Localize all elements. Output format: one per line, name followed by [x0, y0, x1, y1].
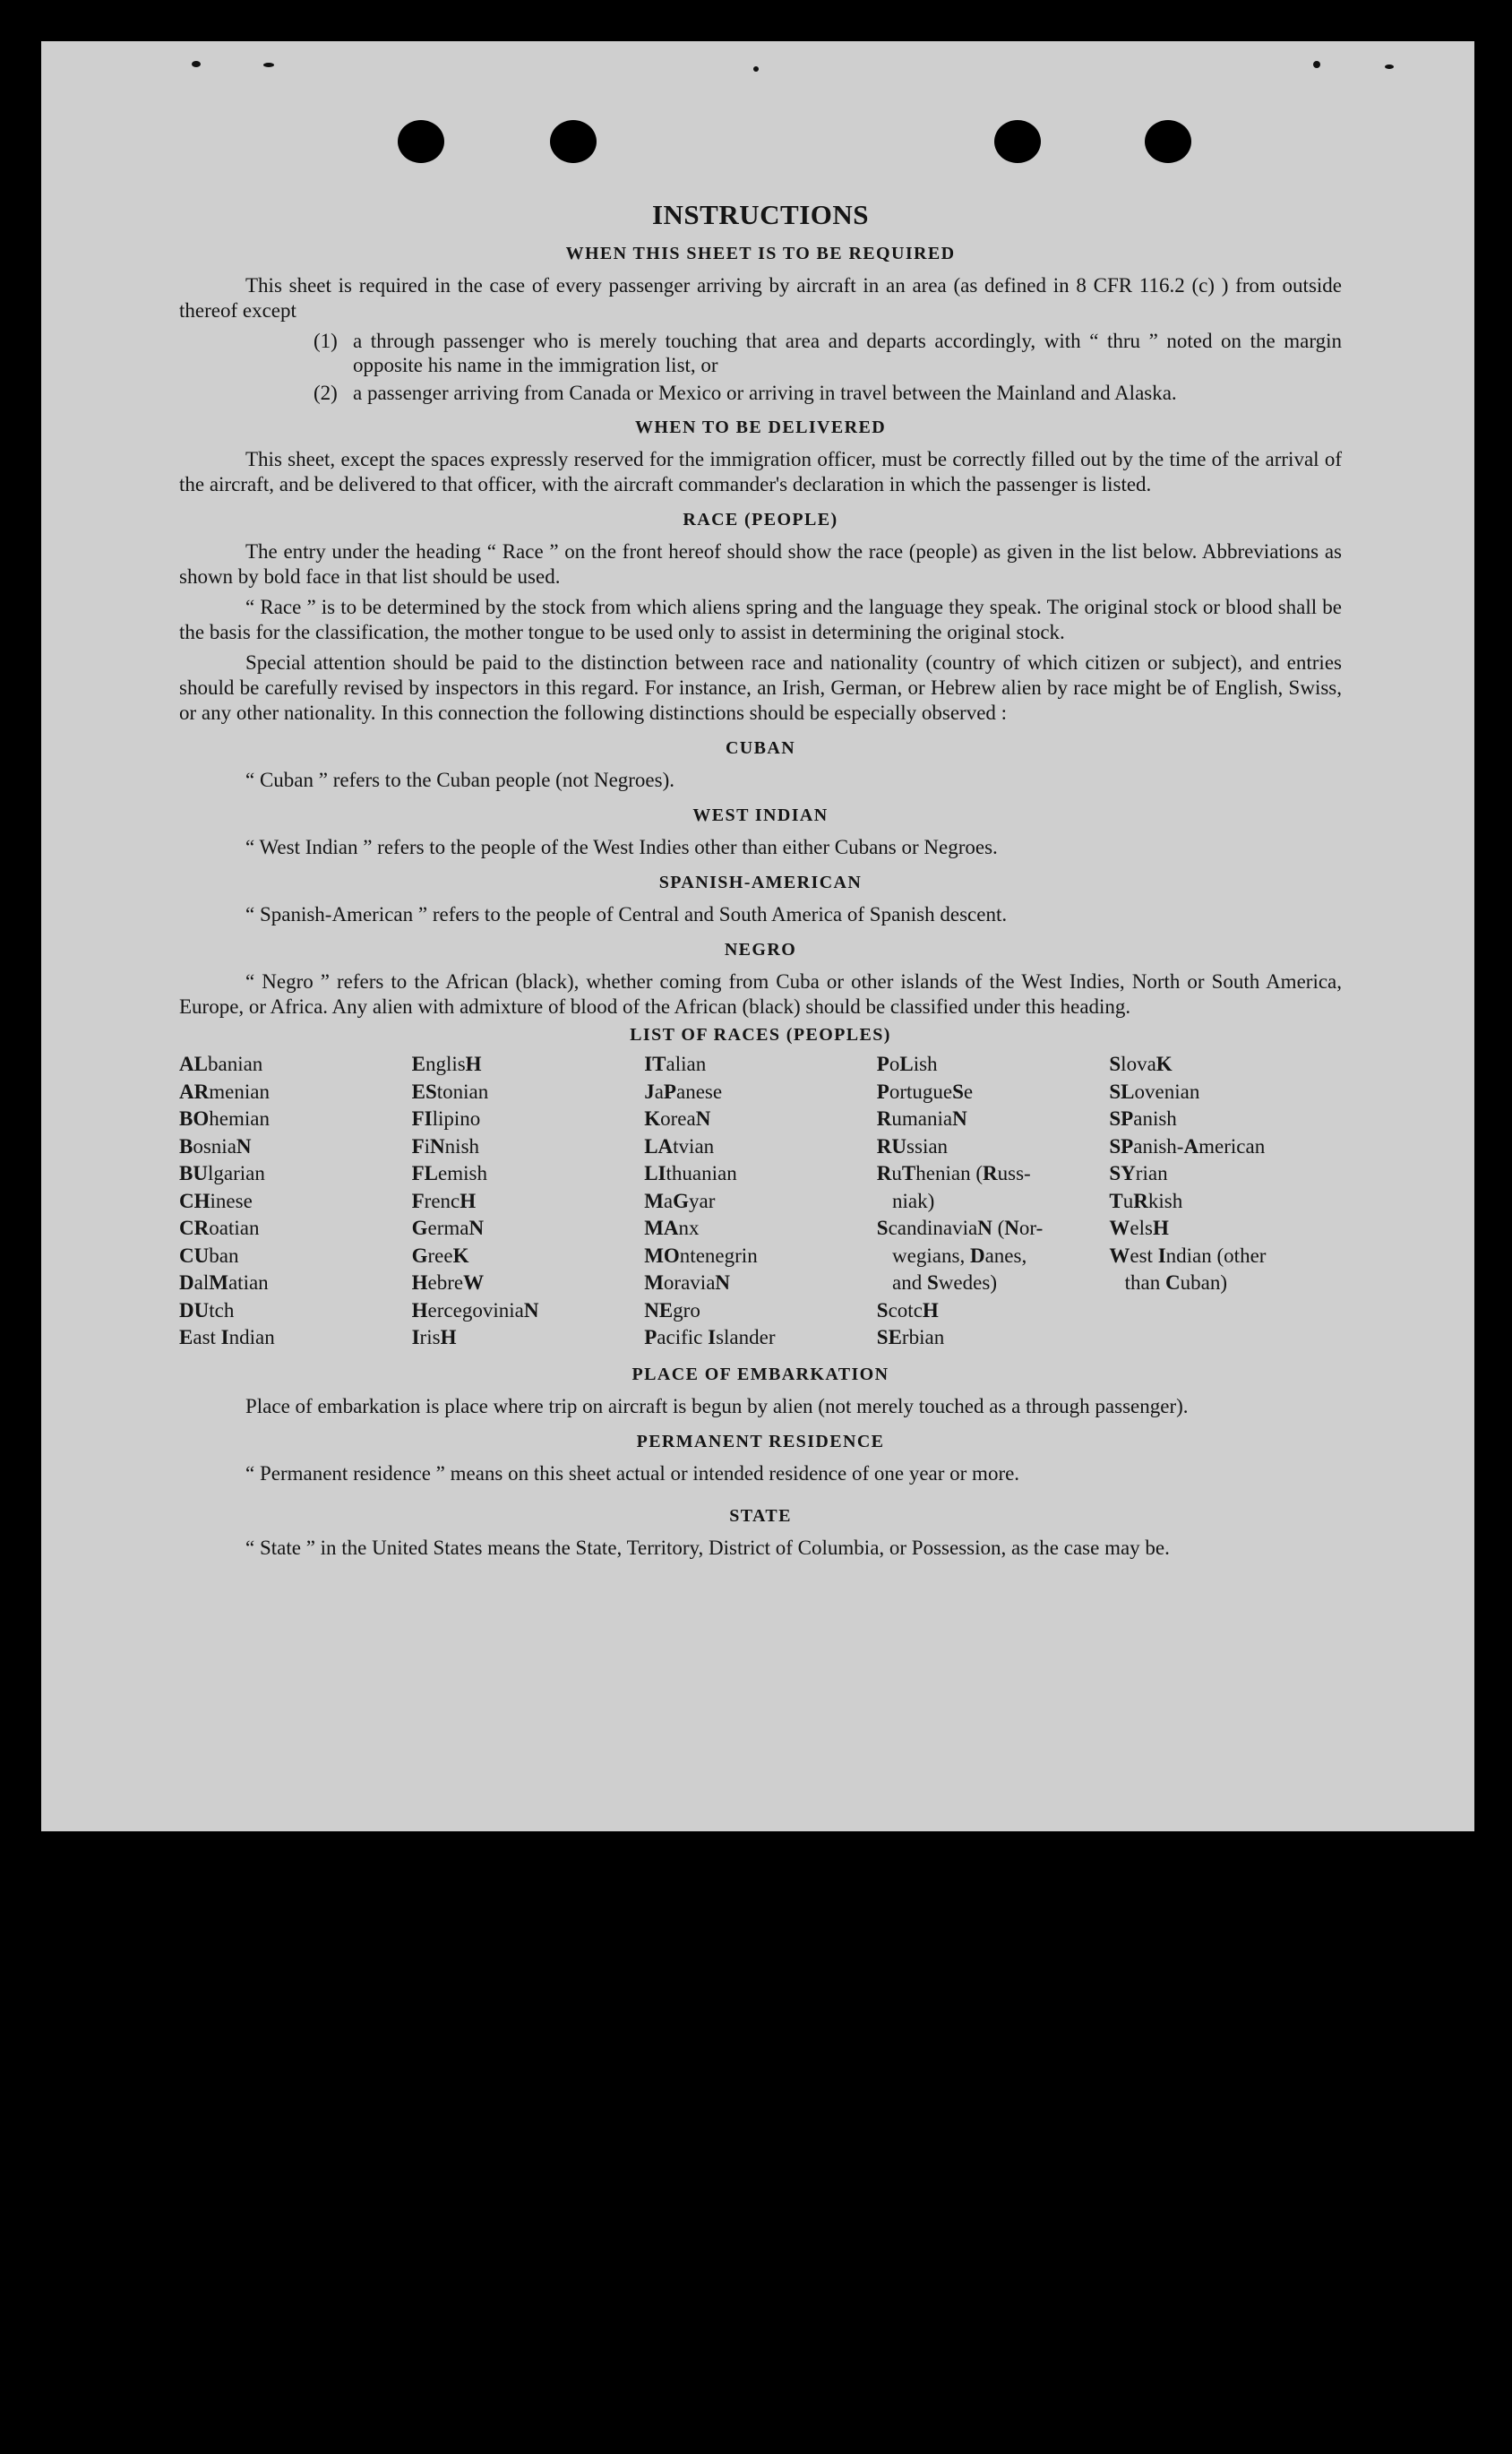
race-entry: RumaniaN [876, 1107, 967, 1130]
race-entry: SPanish [1109, 1107, 1177, 1130]
race-paragraph-1: The entry under the heading “ Race ” on the front hereof should show the race (people) as given in the list below. Abbreviations as shown by bold face in that list should be used. [179, 540, 1342, 588]
race-entry: LIthuanian [644, 1162, 737, 1184]
when-delivered-text: This sheet, except the spaces expressly reserved for the immigration officer, must be correctly filled out by the time of the arrival of the aircraft, and be delivered to that officer, with the aircraft commander's declaration in which the passenger is listed. [179, 448, 1342, 495]
speck [1313, 61, 1320, 68]
exception-item-2 [314, 381, 1342, 405]
section-heading-when-required: WHEN THIS SHEET IS TO BE REQUIRED [565, 244, 956, 263]
item-number: (2) [314, 382, 338, 404]
race-entry: KoreaN [644, 1107, 711, 1130]
punch-hole [1145, 120, 1191, 163]
speck [1385, 65, 1394, 69]
race-entry: DUtch [179, 1298, 235, 1322]
speck [192, 61, 201, 67]
embarkation-text: Place of embarkation is place where trip on aircraft is begun by alien (not merely touched as a through passenger). [245, 1394, 1189, 1417]
race-entry: RUssian [876, 1134, 949, 1158]
races-column-1 [179, 1051, 412, 1352]
races-column-2 [412, 1051, 645, 1352]
race-paragraph-3: Special attention should be paid to the distinction between race and nationality (country of which citizen or subject), and entries should be carefully revised by inspectors in this regard. For instance, an Irish, German, or Hebrew alien by race might be of English, Swiss, or any other nationality. In this connection the following distinctions should be especially observed : [179, 651, 1342, 724]
race-entry: EnglisH [411, 1053, 482, 1075]
document-sheet [41, 41, 1474, 1831]
section-heading-embarkation: PLACE OF EMBARKATION [631, 1364, 889, 1384]
race-entry: CUban [179, 1244, 239, 1267]
section-heading-residence: PERMANENT RESIDENCE [636, 1431, 885, 1451]
race-entry: PoLish [876, 1053, 938, 1075]
race-entry: BosniaN [179, 1134, 252, 1158]
race-entry: FiNnish [411, 1134, 480, 1158]
race-entry: HercegoviniaN [411, 1298, 539, 1322]
races-column-4 [877, 1051, 1110, 1352]
race-paragraph-2: “ Race ” is to be determined by the stock from which aliens spring and the language they speak. The original stock or blood shall be the basis for the classification, the mother tongue to be used only to assist in determining the original stock. [179, 596, 1342, 643]
race-entry: than Cuban) [1124, 1271, 1227, 1294]
race-entry: NEgro [644, 1298, 700, 1322]
race-entry: FLemish [411, 1162, 487, 1184]
races-column-3 [644, 1051, 877, 1352]
race-entry: niak) [892, 1189, 935, 1212]
race-entry: and Swedes) [892, 1271, 997, 1294]
race-entry: MAnx [644, 1217, 700, 1239]
race-entry: MaGyar [644, 1189, 716, 1212]
when-required-intro: This sheet is required in the case of every passenger arriving by aircraft in an area (as defined in 8 CFR 116.2 (c) ) from outside thereof except [179, 274, 1342, 322]
speck [263, 63, 274, 67]
race-entry: HebreW [411, 1271, 485, 1294]
race-entry: West Indian (other [1109, 1244, 1267, 1267]
race-entry: ARmenian [179, 1080, 270, 1103]
page-title: INSTRUCTIONS [651, 199, 869, 230]
race-entry: CRoatian [179, 1217, 260, 1239]
section-heading-cuban: CUBAN [725, 738, 796, 758]
section-heading-race: RACE (PEOPLE) [683, 510, 838, 530]
residence-text: “ Permanent residence ” means on this sheet actual or intended residence of one year or more. [245, 1461, 1020, 1485]
race-entry: East Indian [179, 1326, 275, 1348]
race-entry: ALbanian [179, 1053, 263, 1075]
race-entry: Pacific Islander [644, 1326, 776, 1348]
race-entry: RuThenian (Russ- [876, 1162, 1031, 1184]
section-heading-list-of-races: LIST OF RACES (PEOPLES) [630, 1025, 891, 1045]
race-entry: SYrian [1109, 1162, 1168, 1184]
item-number: (1) [314, 330, 338, 352]
spanish-american-text: “ Spanish-American ” refers to the people of Central and South America of Spanish descent. [245, 903, 1008, 926]
race-entry: ScotcH [876, 1298, 939, 1322]
cuban-text: “ Cuban ” refers to the Cuban people (not Negroes). [245, 769, 675, 791]
race-entry: IrisH [411, 1326, 457, 1348]
west-indian-text: “ West Indian ” refers to the people of the West Indies other than either Cubans or Negroes. [245, 836, 998, 858]
race-entry: CHinese [179, 1189, 253, 1212]
races-column-5 [1109, 1051, 1342, 1352]
section-heading-when-delivered: WHEN TO BE DELIVERED [634, 418, 887, 437]
race-entry: ScandinaviaN (Nor- [876, 1217, 1044, 1239]
race-entry: ITalian [644, 1053, 707, 1075]
race-entry: LAtvian [644, 1134, 715, 1158]
section-heading-west-indian: WEST INDIAN [692, 805, 829, 825]
negro-text: “ Negro ” refers to the African (black), whether coming from Cuba or other islands of the West Indies, North or South America, Europe, or Africa. Any alien with admixture of blood of the African (black) should be classified under this heading. [179, 970, 1342, 1018]
race-entry: SLovenian [1109, 1080, 1200, 1103]
state-text: “ State ” in the United States means the State, Territory, District of Columbia, or Possession, as the case may be. [245, 1536, 1170, 1559]
race-entry: TuRkish [1109, 1189, 1183, 1212]
race-entry: FIlipino [411, 1107, 481, 1130]
race-entry: EStonian [411, 1080, 489, 1103]
punch-hole [994, 120, 1041, 163]
item-text: a through passenger who is merely touching that area and departs accordingly, with “ thru ” noted on the margin opposite his name in the immigration list, or [353, 330, 1342, 376]
race-entry: SPanish-American [1109, 1134, 1266, 1158]
race-entry: GermaN [411, 1217, 485, 1239]
race-entry: JaPanese [644, 1080, 723, 1103]
race-entry: PortugueSe [876, 1080, 974, 1103]
exception-item-1 [314, 329, 1342, 377]
races-table [179, 1051, 1342, 1352]
race-entry: FrencH [411, 1189, 477, 1212]
race-entry: WelsH [1109, 1217, 1169, 1239]
race-entry: BUlgarian [179, 1162, 265, 1184]
race-entry: MoraviaN [644, 1271, 731, 1294]
race-entry: wegians, Danes, [892, 1244, 1027, 1267]
race-entry: BOhemian [179, 1107, 270, 1130]
race-entry: GreeK [411, 1244, 469, 1267]
section-heading-negro: NEGRO [724, 940, 797, 960]
race-entry: SErbian [876, 1326, 945, 1348]
item-text: a passenger arriving from Canada or Mexico or arriving in travel between the Mainland and Alaska. [353, 382, 1177, 404]
race-entry: SlovaK [1109, 1053, 1173, 1075]
race-entry: MOntenegrin [644, 1244, 758, 1267]
race-entry: DalMatian [179, 1271, 269, 1294]
section-heading-spanish-american: SPANISH-AMERICAN [658, 873, 863, 892]
speck [753, 66, 759, 72]
punch-hole [550, 120, 597, 163]
section-heading-state: STATE [729, 1505, 792, 1526]
punch-hole [398, 120, 444, 163]
